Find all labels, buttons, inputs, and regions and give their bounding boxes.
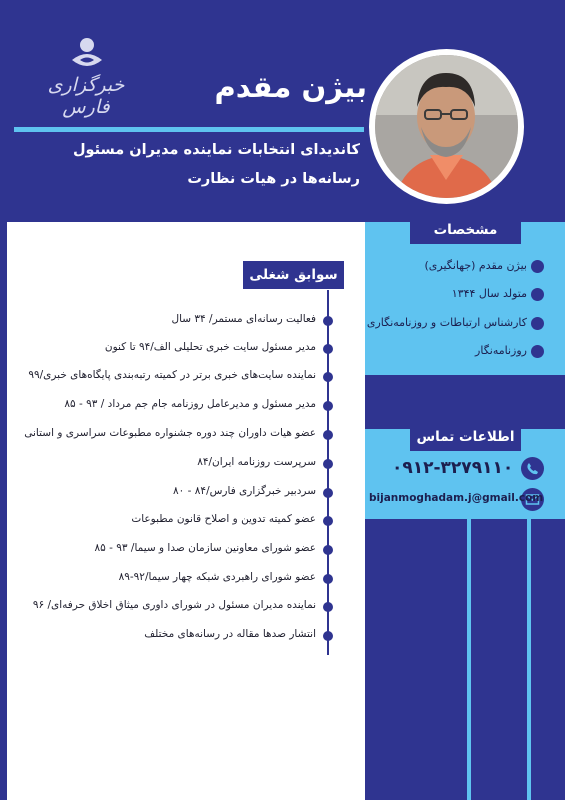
career-item: سردبیر خبرگزاری فارس/۸۴ - ۸۰ [173, 485, 316, 497]
timeline-dot [323, 459, 333, 469]
career-item: مدیر مسئول سایت خبری تحلیلی الف/۹۴ تا کنون [104, 341, 316, 353]
spec-dot [531, 345, 544, 358]
career-item: فعالیت رسانه‌ای مستمر/ ۳۴ سال [171, 313, 316, 325]
timeline-dot [323, 401, 333, 411]
career-heading: سوابق شغلی [243, 261, 344, 289]
header-divider [14, 127, 364, 132]
career-item: مدیر مسئول و مدیرعامل روزنامه جام جم مرداد / ۹۳ - ۸۵ [64, 398, 316, 410]
spec-item: بیژن مقدم (جهانگیری) [424, 259, 527, 272]
spec-item: کارشناس ارتباطات و روزنامه‌نگاری [366, 316, 527, 329]
candidate-name: بیژن مقدم [214, 70, 367, 104]
subtitle-line-2: رسانه‌ها در هیات نظارت [187, 171, 360, 187]
timeline-dot [323, 372, 333, 382]
portrait-illustration [375, 55, 518, 198]
career-item: انتشار صدها مقاله در رسانه‌های مختلف [144, 628, 316, 640]
candidate-photo [369, 49, 524, 204]
timeline-dot [323, 574, 333, 584]
career-item: عضو هیات داوران چند دوره جشنواره مطبوعات سراسری و استانی [24, 427, 316, 439]
spec-item: روزنامه‌نگار [475, 344, 527, 357]
career-item: نماینده مدیران مسئول در شورای داوری میثاق اخلاق حرفه‌ای/ ۹۶ [32, 599, 316, 611]
fars-logo-mark-icon [70, 36, 104, 72]
decorative-bar [467, 519, 471, 800]
timeline-dot [323, 545, 333, 555]
logo-text: خبرگزاری فارس [47, 74, 125, 118]
fars-news-logo [30, 36, 142, 118]
timeline-dot [323, 488, 333, 498]
candidate-subtitle [20, 136, 360, 194]
spec-dot [531, 317, 544, 330]
timeline-dot [323, 430, 333, 440]
career-item: سرپرست روزنامه ایران/۸۴ [197, 456, 316, 468]
phone-number[interactable]: ۰۹۱۲-۳۲۷۹۱۱۰ [392, 458, 514, 478]
subtitle-line-1: کاندیدای انتخابات نماینده مدیران مسئول [72, 142, 360, 158]
decorative-bar [527, 519, 531, 800]
spec-item: متولد سال ۱۳۴۴ [451, 287, 527, 300]
timeline-dot [323, 602, 333, 612]
timeline-dot [323, 631, 333, 641]
timeline-dot [323, 316, 333, 326]
timeline-dot [323, 516, 333, 526]
email-address[interactable]: bijanmoghadam.j@gmail.com [369, 492, 544, 504]
spec-dot [531, 260, 544, 273]
career-item: عضو شورای معاونین سازمان صدا و سیما/ ۹۳ - ۸۵ [94, 542, 316, 554]
career-item: عضو کمیته تدوین و اصلاح قانون مطبوعات [131, 513, 316, 525]
contact-heading: اطلاعات تماس [410, 423, 521, 451]
timeline-dot [323, 344, 333, 354]
career-panel [7, 222, 365, 800]
specs-heading: مشخصات [410, 216, 521, 244]
spec-dot [531, 288, 544, 301]
phone-icon [521, 457, 544, 480]
career-item: نماینده سایت‌های خبری برتر در کمیته رتبه‌بندی پایگاه‌های خبری/۹۹ [28, 369, 316, 381]
career-item: عضو شورای راهبردی شبکه چهار سیما/۹۲-۸۹ [118, 571, 316, 583]
